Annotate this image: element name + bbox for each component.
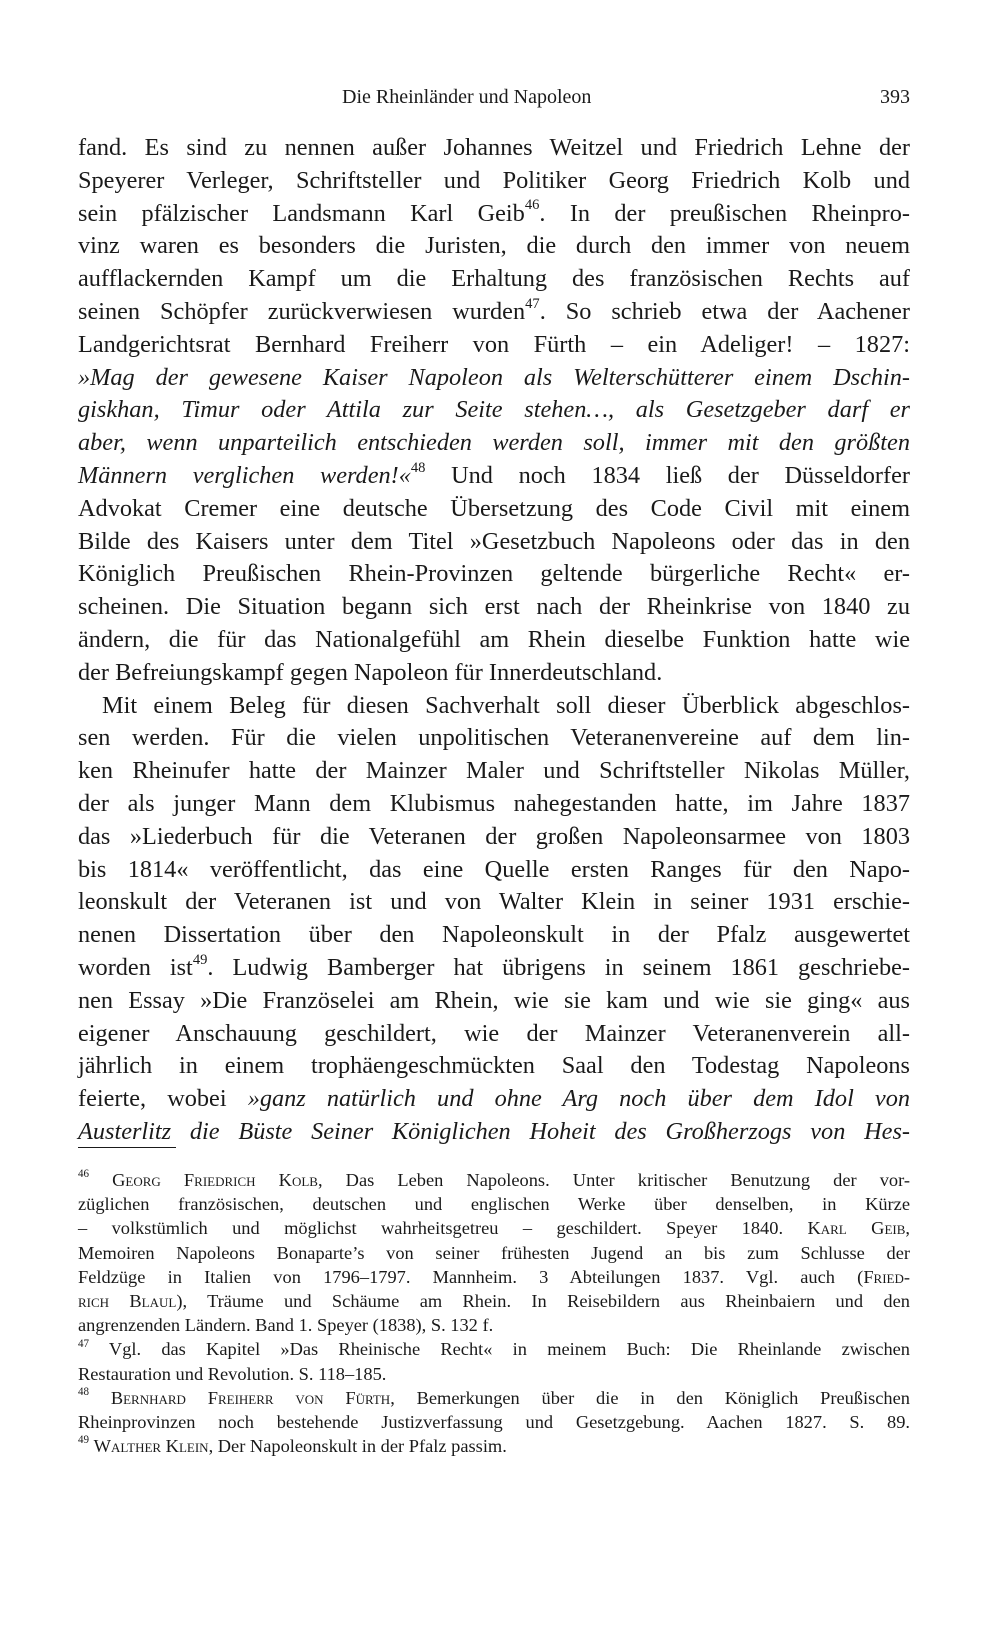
footnote-ref: 47 — [525, 295, 540, 312]
footnote-line: $^{47}$ Vgl. das Kapitel »Das Rheinische Recht« in meinem Buch: Die Rheinlande zwischen — [78, 1337, 910, 1360]
text-line: vinz waren es besonders die Juristen, die durch den immer von neuem — [78, 232, 910, 260]
main-text — [78, 132, 910, 1149]
text-line: Königlich Preußischen Rhein-Provinzen geltende bürgerliche Recht« er- — [78, 560, 910, 588]
footnote-line: $^{46}$ Georg Friedrich Kolb, Das Leben Napoleons. Unter kritischer Benutzung der vor- — [78, 1168, 911, 1190]
footnote-line: rich Blaul), Träume und Schäume am Rhein. In Reisebildern aus Rheinbaiern und den — [78, 1290, 910, 1311]
footnote-number: 48 — [78, 1385, 90, 1398]
text-line: sen werden. Für die vielen unpolitischen Veteranenvereine auf dem lin- — [78, 724, 910, 752]
text-line: eigener Anschauung geschildert, wie der Mainzer Veteranenverein all- — [78, 1019, 910, 1047]
text-line: Landgerichtsrat Bernhard Freiherr von Fürth – ein Adeliger! – 1827: — [78, 330, 910, 358]
text-line: Austerlitz die Büste Seiner Königlichen Hoheit des Großherzogs von Hes- — [78, 1117, 910, 1145]
text-line: giskhan, Timur oder Attila zur Seite stehen…, als Gesetzgeber darf er — [78, 396, 910, 424]
text-line: Advokat Cremer eine deutsche Übersetzung des Code Civil mit einem — [78, 494, 910, 522]
footnote-line: Rheinprovinzen noch bestehende Justizverfassung und Gesetzgebung. Aachen 1827. S. 89. — [78, 1411, 910, 1432]
footnote-ref: 49 — [192, 951, 208, 968]
footnote-number: 46 — [78, 1168, 90, 1181]
footnote-line: $^{49}$ Walther Klein, Der Napoleonskult in der Pfalz passim. — [78, 1434, 507, 1457]
page-number: 393 — [880, 86, 910, 108]
footnote-number: 49 — [78, 1434, 90, 1447]
text-line: Speyerer Verleger, Schriftsteller und Politiker Georg Friedrich Kolb und — [78, 166, 910, 194]
text-line: der als junger Mann dem Klubismus nahegestanden hatte, im Jahre 1837 — [78, 789, 910, 817]
text-line: Bilde des Kaisers unter dem Titel »Gesetzbuch Napoleons oder das in den — [78, 527, 910, 555]
footnote-line: Memoiren Napoleons Bonaparte’s von seiner frühesten Jugend an bis zum Schlusse der — [78, 1242, 910, 1263]
text-line: das »Liederbuch für die Veteranen der großen Napoleonsarmee von 1803 — [78, 822, 910, 850]
text-line: worden ist$^{49}$. Ludwig Bamberger hat übrigens in seinem 1861 geschriebe- — [78, 951, 911, 981]
text-line: sein pfälzischer Landsmann Karl Geib$^{46}$. In der preußischen Rheinpro- — [78, 197, 910, 227]
text-line: ändern, die für das Nationalgefühl am Rhein dieselbe Funktion hatte wie — [78, 625, 910, 653]
text-line: Mit einem Beleg für diesen Sachverhalt soll dieser Überblick abgeschlos- — [102, 691, 910, 719]
text-line: ken Rheinufer hatte der Mainzer Maler und Schriftsteller Nikolas Müller, — [78, 757, 910, 785]
running-head — [78, 86, 910, 116]
footnote-line: angrenzenden Ländern. Band 1. Speyer (1838), S. 132 f. — [78, 1315, 494, 1336]
text-line: fand. Es sind zu nennen außer Johannes Weitzel und Friedrich Lehne der — [78, 134, 910, 161]
text-line: aber, wenn unparteilich entschieden werden soll, immer mit den größten — [78, 429, 910, 457]
footnote-ref: 48 — [410, 459, 426, 476]
footnote-line: züglichen französischen, deutschen und englischen Werke über denselben, in Kürze — [78, 1194, 910, 1215]
text-line: Männern verglichen werden!«$^{48}$ Und noch 1834 ließ der Düsseldorfer — [78, 459, 910, 489]
text-line: der Befreiungskampf gegen Napoleon für Innerdeutschland. — [78, 658, 663, 686]
text-line: jährlich in einem trophäengeschmückten Saal den Todestag Napoleons — [78, 1052, 910, 1080]
footnote-number: 47 — [78, 1337, 90, 1350]
text-line: bis 1814« veröffentlicht, das eine Quelle ersten Ranges für den Napo- — [78, 855, 910, 883]
text-line: aufflackernden Kampf um die Erhaltung des französischen Rechts auf — [78, 265, 910, 293]
running-title: Die Rheinländer und Napoleon — [342, 86, 592, 108]
text-line: feierte, wobei »ganz natürlich und ohne Arg noch über dem Idol von — [78, 1085, 911, 1113]
footnote-line: $^{48}$ Bernhard Freiherr von Fürth, Bemerkungen über die in den Königlich Preußischen — [78, 1385, 910, 1408]
book-page — [78, 0, 910, 1646]
text-line: seinen Schöpfer zurückverwiesen wurden$^{47}$. So schrieb etwa der Aachener — [78, 295, 911, 325]
text-line: nenen Dissertation über den Napoleonskult in der Pfalz ausgewertet — [78, 921, 910, 949]
footnote-line: – volkstümlich und möglichst wahrheitsgetreu – geschildert. Speyer 1840. Karl Geib, — [78, 1218, 910, 1239]
text-line: scheinen. Die Situation begann sich erst nach der Rheinkrise von 1840 zu — [78, 593, 910, 621]
text-line: nen Essay »Die Französelei am Rhein, wie sie kam und wie sie ging« aus — [78, 986, 910, 1014]
footnote-divider — [78, 1147, 176, 1148]
footnotes — [78, 1168, 910, 1458]
footnote-line: Feldzüge in Italien von 1796–1797. Mannheim. 3 Abteilungen 1837. Vgl. auch (Fried- — [78, 1266, 910, 1287]
text-line: »Mag der gewesene Kaiser Napoleon als Welterschütterer einem Dschin- — [78, 363, 910, 391]
footnote-line: Restauration und Revolution. S. 118–185. — [78, 1363, 387, 1384]
text-line: leonskult der Veteranen ist und von Walter Klein in seiner 1931 erschie- — [78, 888, 910, 916]
footnote-ref: 46 — [524, 197, 540, 214]
